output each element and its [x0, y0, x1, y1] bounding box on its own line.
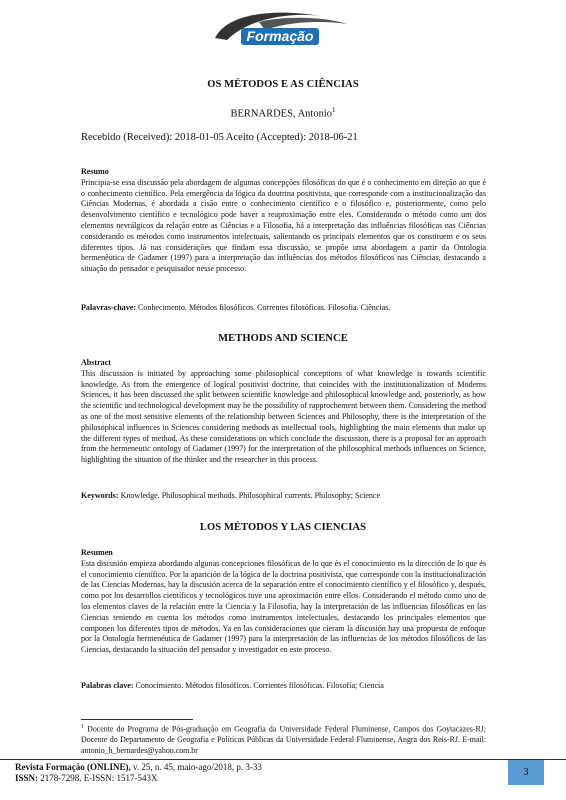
footer-issn-line — [15, 773, 262, 784]
page-footer — [15, 762, 262, 784]
footer-citation-line — [15, 762, 262, 773]
palabras-clave-text: Conocimiento. Métodos filosóficos. Corrientes filosóficas. Filosofía; Ciencia — [133, 681, 384, 690]
footer-journal-name: Revista Formação (ONLINE), — [15, 762, 131, 772]
palabras-clave-label: Palabras clave: — [81, 681, 134, 690]
footer-citation: v. 25, n. 45, maio-ago/2018, p. 3-33 — [130, 762, 262, 772]
resumen-section — [81, 548, 486, 656]
keywords-label: Keywords: — [81, 491, 119, 500]
page-number: 3 — [508, 760, 544, 785]
keywords-text: Knowledge. Philosophical methods. Philosophical currents. Philosophy; Science — [118, 491, 381, 500]
footnote — [81, 722, 486, 756]
footer-issn-label: ISSN: — [15, 773, 39, 783]
resumo-text: Principia-se essa discussão pela abordagem de algumas concepções filosóficas do que é o conhecimento em direção ao que é o conhecimento científico. Pela emergência da lógica da doutrina positivista, que corresponde com a institucionalização das Ciências Modernas, é abordada a cisão entre o conhecimento científico e o filosófico e, posteriormente, como pelo desenvolvimento científico e tecnológico pode haver a reaproximação entre eles. Considerando o método como um dos elementos nevrálgicos da relação entre as Ciências e a Filosofia, há a interpretação das influências filosóficas nas Ciências considerando os métodos como instrumentos intelectuais, salientando os principais elementos que os constituem e os seus diferentes tipos. Já nas considerações que findam essa discussão, se propõe uma abordagem a partir da Ontologia hermenêutica de Gadamer (1997) para a interpretação das influências dos métodos filosóficos nas Ciências, destacando a situação do pensador e pesquisador nesse processo. — [81, 177, 486, 274]
resumen-label: Resumen — [81, 548, 113, 557]
author-note-marker: 1 — [332, 106, 336, 114]
title-portuguese: OS MÉTODOS E AS CIÊNCIAS — [207, 79, 359, 90]
palavras-chave-line — [81, 303, 486, 312]
palavras-chave-text: Conhecimento. Métodos filosóficos. Correntes filosóficas. Filosofia. Ciências. — [135, 303, 391, 312]
received-accepted-dates: Recebido (Received): 2018-01-05 Aceito (Accepted): 2018-06-21 — [81, 132, 358, 143]
footnote-marker: 1 — [81, 724, 84, 730]
title-spanish: LOS MÉTODOS Y LAS CIENCIAS — [199, 522, 367, 533]
abstract-section — [81, 358, 486, 466]
resumo-section — [81, 167, 486, 275]
abstract-text: This discussion is initiated by approaching some philosophical conceptions of what knowledge is towards scientific knowledge. As from the emergence of logical positivist doctrine, that coincides with the institutionalization of Moderns Sciences, it has been discussed the split between scientific knowledge and philosophical knowledge and, posteriorly, as how the scientific and technological development may be the possibility of rapprochement between them. Considering the method as one of the most sensitive elements of the relationship between Sciences and Philosophy, there is the interpretation of the philosophical influences in Sciences considering methods as intellectual tools, highlighting the main elements that make up the different types of method. As these considerations on which conclude the discussion, there is a proposal for an approach from the hermeneutic ontology of Gadamer (1997) for the interpretation of the philosophical methods influences on Science, highlighting the situation of the thinker and the researcher in this process. — [81, 368, 486, 465]
palabras-clave-line — [81, 681, 486, 690]
footer-issn: 2178-7298. E-ISSN: 1517-543X — [38, 773, 158, 783]
footer-rule — [0, 759, 566, 760]
title-english: METHODS AND SCIENCE — [218, 333, 348, 344]
abstract-label: Abstract — [81, 358, 111, 367]
palavras-chave-label: Palavras-chave: — [81, 303, 136, 312]
footnote-rule — [81, 719, 193, 720]
keywords-line — [81, 491, 486, 500]
logo-text: Formação — [246, 28, 314, 44]
author-name: BERNARDES, Antonio — [230, 108, 332, 120]
author-line — [0, 106, 566, 120]
journal-logo — [201, 8, 353, 48]
footnote-text: Docente do Programa de Pós-graduação em Geografia da Universidade Federal Fluminense, Campos dos Goytacazes-RJ; Docente do Departamento de Geografia e Políticas Públicas da Universidade Federal Fluminense, Angra dos Reis-RJ. E-mail: antonio_h_bernardes@yahoo.com.br — [81, 724, 486, 755]
resumen-text: Esta discusión empieza abordando algunas concepciones filosóficas de lo que és el conocimiento en la dirección de lo que és el conocimiento científico. Por la aparición de la lógica de la doctrina positivista, que corresponde con la institucionalización de las Ciencias Modernas, hay la discusión acerca de la separación entre el conocimiento científico y el filosófico y, después, como por los desarrollos científicos y tecnológicos tuve una aproximación entre ellos. Considerando el método como uno de los elementos claves de la relación entre la Ciencia y la Filosofía, hay la interpretación de las influencias filosóficas en las Ciencias teniendo en cuenta los métodos como instrumentos intelectuales, destacando los principales elementos que componen los diferentes tipos de métodos. Ya en las consideraciones que cieram la discusión hay una propuesta de enfoque por la Ontología hermenéutica de Gadamer (1997) para la interpretación de las influencias de los métodos filosóficos de las Ciencias, destacando la situación del pensador y investigador en este proceso. — [81, 558, 486, 655]
resumo-label: Resumo — [81, 167, 109, 176]
